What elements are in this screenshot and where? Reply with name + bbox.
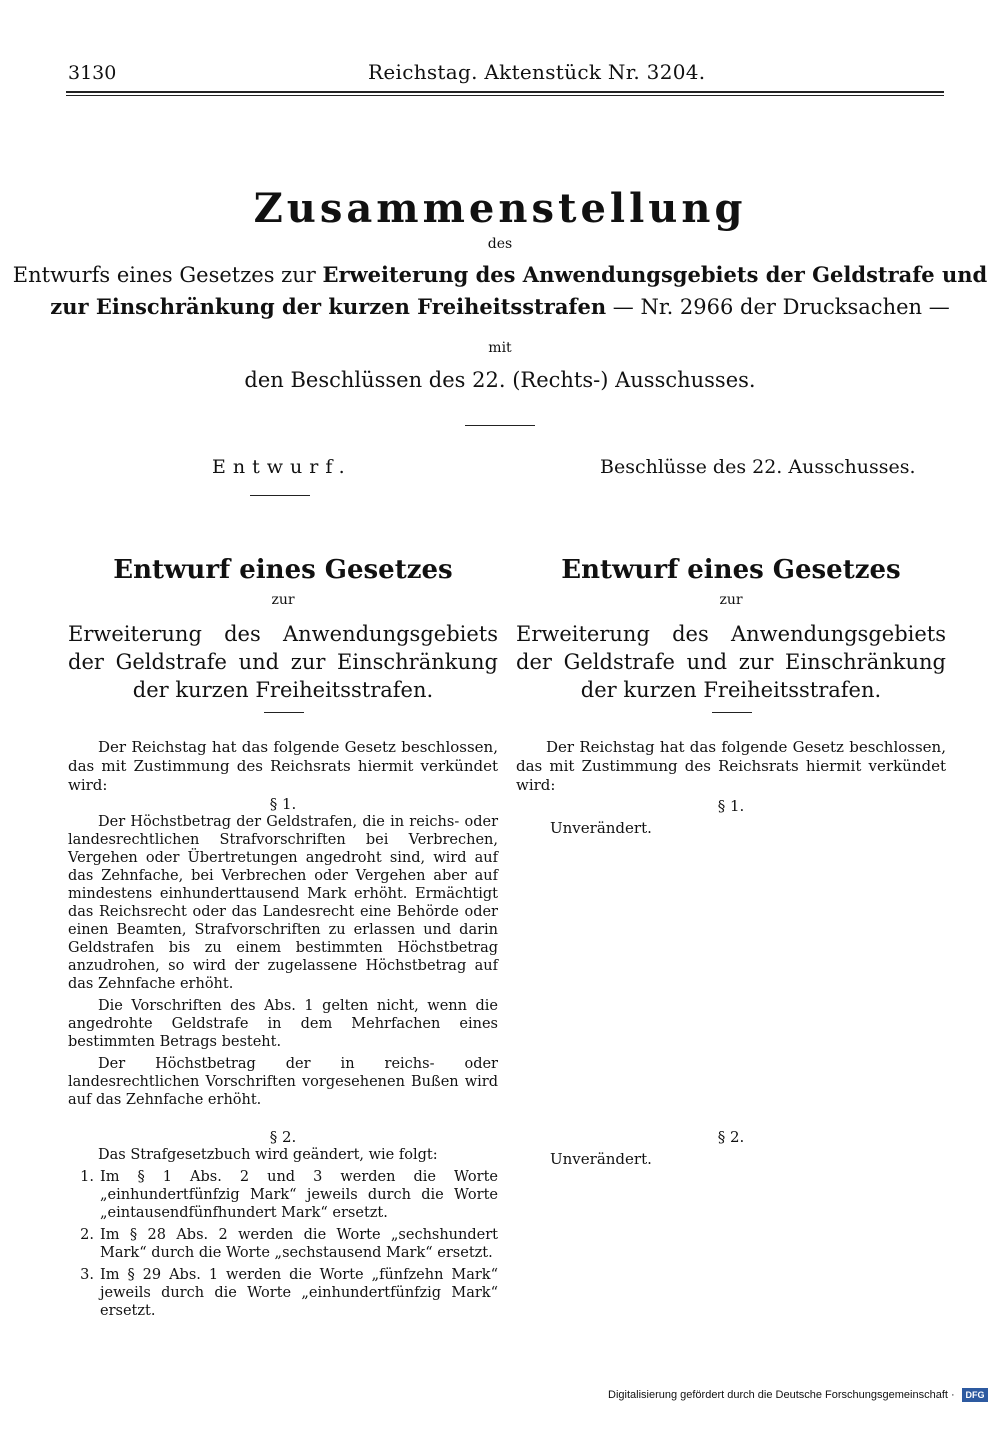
right-law-rule bbox=[712, 712, 752, 713]
title-line-1-plain: Entwurfs eines Gesetzes zur bbox=[12, 263, 323, 287]
footer-credit: Digitalisierung gefördert durch die Deutsche Forschungsgemeinschaft · bbox=[608, 1389, 955, 1401]
header-rule bbox=[66, 91, 944, 93]
list-item-text: Im § 29 Abs. 1 werden die Worte „fünfzehn Mark“ jeweils durch die Worte „einhundertfünfzig Mark“ ersetzt. bbox=[100, 1267, 498, 1319]
list-item-text: Im § 1 Abs. 2 und 3 werden die Worte „einhundertfünfzig Mark“ jeweils durch die Worte „eintausendfünfhundert Mark“ ersetzt. bbox=[100, 1169, 498, 1221]
section-2-list bbox=[68, 1168, 498, 1320]
left-law-zur: zur bbox=[271, 592, 295, 608]
list-item-number: 2. bbox=[80, 1227, 94, 1243]
right-law-title: Entwurf eines Gesetzes bbox=[561, 555, 901, 585]
left-section-1 bbox=[68, 795, 498, 1113]
title-line-1-bold: Erweiterung des Anwendungsgebiets der Geldstrafe und bbox=[322, 262, 988, 287]
right-section-1-text: Unverändert. bbox=[550, 819, 652, 837]
header-rule-thin bbox=[66, 95, 944, 96]
section-1-paragraph-2: Die Vorschriften des Abs. 1 gelten nicht, wenn die angedrohte Geldstrafe in dem Mehrfachen eines bestimmten Betrags besteht. bbox=[68, 998, 498, 1050]
section-1-paragraph-3: Der Höchstbetrag der in reichs- oder landesrechtlichen Vorschriften vorgesehenen Bußen wird auf das Zehnfache erhöht. bbox=[68, 1056, 498, 1108]
section-2-intro: Das Strafgesetzbuch wird geändert, wie folgt: bbox=[98, 1147, 438, 1163]
title-mit: mit bbox=[488, 340, 512, 356]
right-column-heading: Beschlüsse des 22. Ausschusses. bbox=[600, 456, 916, 478]
title-line-2 bbox=[0, 294, 1000, 319]
section-2-heading: § 2. bbox=[269, 1128, 297, 1146]
right-law-zur: zur bbox=[719, 592, 743, 608]
right-section-1-heading: § 1. bbox=[717, 797, 745, 815]
list-item bbox=[68, 1266, 498, 1320]
running-title: Reichstag. Aktenstück Nr. 3204. bbox=[368, 60, 706, 84]
right-section-2-heading: § 2. bbox=[717, 1128, 745, 1146]
list-item bbox=[68, 1168, 498, 1222]
left-section-2 bbox=[68, 1128, 498, 1324]
list-item-text: Im § 28 Abs. 2 werden die Worte „sechshundert Mark“ durch die Worte „sechstausend Mark“ ersetzt. bbox=[100, 1227, 498, 1261]
title-divider bbox=[465, 425, 535, 426]
title-line-2-bold: zur Einschränkung der kurzen Freiheitsstrafen bbox=[50, 294, 607, 319]
right-preamble: Der Reichstag hat das folgende Gesetz beschlossen, das mit Zustimmung des Reichsrats hiermit verkündet wird: bbox=[516, 738, 946, 794]
section-1-heading: § 1. bbox=[269, 795, 297, 813]
title-line-2-plain: — Nr. 2966 der Drucksachen — bbox=[606, 295, 950, 319]
list-item-number: 3. bbox=[80, 1267, 94, 1283]
list-item bbox=[68, 1226, 498, 1262]
document-title: Zusammenstellung bbox=[253, 185, 747, 232]
left-heading-rule bbox=[250, 495, 310, 496]
page-number: 3130 bbox=[68, 62, 117, 84]
right-law-subtitle: Erweiterung des Anwendungsgebiets der Geldstrafe und zur Einschränkung der kurzen Freiheitsstrafen. bbox=[516, 622, 946, 702]
left-preamble: Der Reichstag hat das folgende Gesetz beschlossen, das mit Zustimmung des Reichsrats hiermit verkündet wird: bbox=[68, 738, 498, 794]
title-beschluesse: den Beschlüssen des 22. (Rechts-) Ausschusses. bbox=[244, 368, 756, 392]
left-law-subtitle: Erweiterung des Anwendungsgebiets der Geldstrafe und zur Einschränkung der kurzen Freiheitsstrafen. bbox=[68, 622, 498, 702]
section-1-body bbox=[68, 813, 498, 1109]
left-law-title: Entwurf eines Gesetzes bbox=[113, 555, 453, 585]
section-1-paragraph-1: Der Höchstbetrag der Geldstrafen, die in reichs- oder landesrechtlichen Strafvorschriften bei Verbrechen, Vergehen oder Übertretungen angedroht sind, wird auf das Zehnfache, bei Verbrechen oder Vergehen aber auf mindestens einhunderttausend Mark erhöht. Ermächtigt das Reichsrecht oder das Landesrecht eine Behörde oder einen Beamten, Strafvorschriften zu erlassen und darin Geldstrafen bis zu einem bestimmten Höchstbetrag anzudrohen, so wird der zugelassene Höchstbetrag auf das Zehnfache erhöht. bbox=[68, 814, 498, 992]
left-column-heading: Entwurf. bbox=[212, 456, 352, 478]
left-law-rule bbox=[264, 712, 304, 713]
right-section-2-text: Unverändert. bbox=[550, 1150, 652, 1168]
dfg-logo: DFG bbox=[962, 1388, 988, 1402]
list-item-number: 1. bbox=[80, 1169, 94, 1185]
title-des: des bbox=[487, 236, 513, 252]
title-line-1 bbox=[0, 262, 1000, 287]
